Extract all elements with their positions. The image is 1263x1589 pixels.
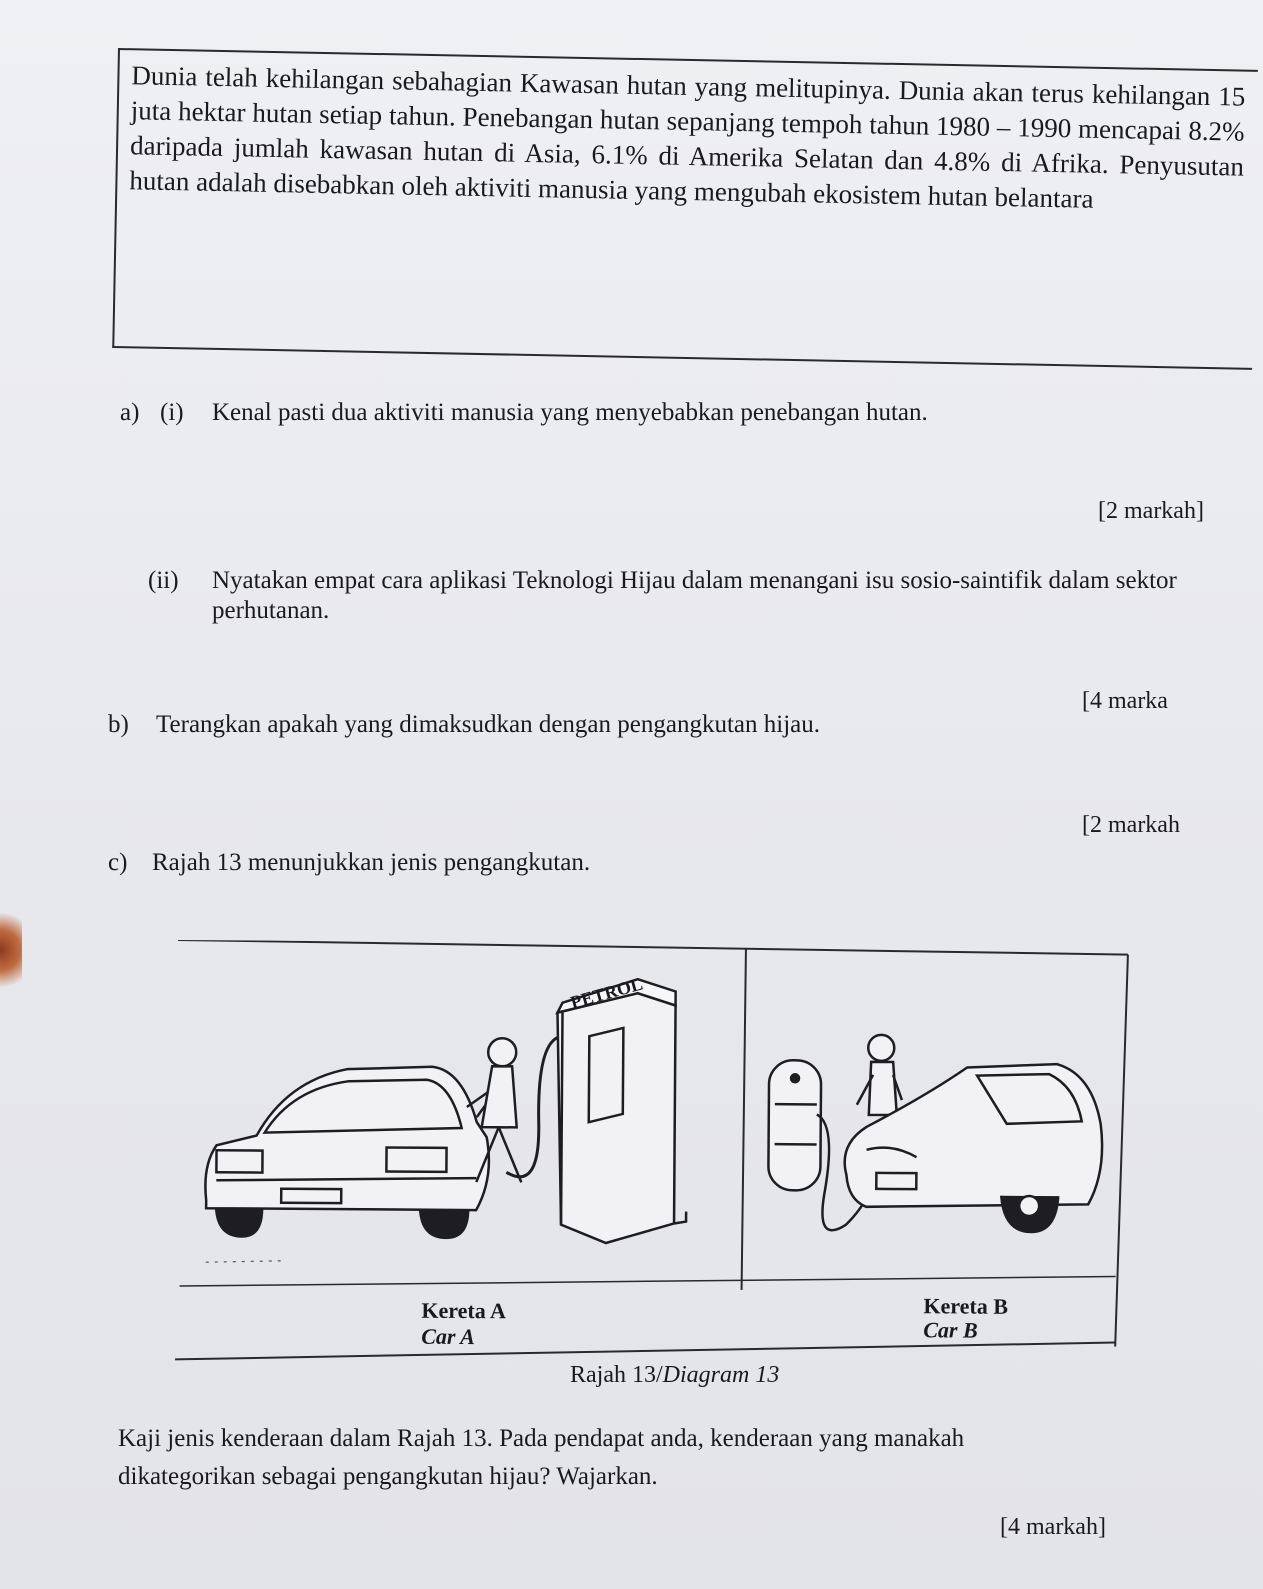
- petrol-pump-illustration: [506, 978, 688, 1243]
- question-a2-label: (ii): [148, 567, 179, 594]
- question-a1-text: Kenal pasti dua aktiviti manusia yang menyebabkan penebangan hutan.: [212, 399, 928, 426]
- attendant-b-figure: [857, 1035, 903, 1115]
- passage-text: Dunia telah kehilangan sebahagian Kawasan hutan yang melitupinya. Dunia akan terus kehilangan 15 juta hektar hutan setiap tahun. Penebangan hutan sepanjang tempoh tahun 1980 – 1990 mencapai 8.2% daripada jumlah kawasan hutan di Asia, 6.1% di Amerika Selatan dan 4.8% di Afrika. Penyusutan hutan adalah disebabkan oleh aktiviti manusia yang mengubah ekosistem hutan belantara: [129, 60, 1246, 214]
- diagram-caption-ms: Rajah 13/: [570, 1362, 663, 1388]
- question-b-marks: [2 markah: [1082, 812, 1180, 838]
- diagram-caption: [570, 1362, 779, 1389]
- question-b-label: b): [108, 711, 129, 738]
- page-edge-shadow: [0, 905, 22, 995]
- car-b-label: Kereta B: [923, 1293, 1009, 1319]
- question-b-text: Terangkan apakah yang dimaksudkan dengan pengangkutan hijau.: [156, 711, 821, 738]
- question-a-label: a): [120, 399, 140, 426]
- question-a2-text: Nyatakan empat cara aplikasi Teknologi Hijau dalam menangani isu sosio-saintifik dalam sektor perhutanan.: [212, 567, 1177, 624]
- question-c-text: Rajah 13 menunjukkan jenis pengangkutan.: [152, 849, 591, 876]
- car-b-label-en: Car B: [923, 1317, 978, 1343]
- car-a-label: Kereta A: [421, 1297, 507, 1324]
- diagram-caption-en: Diagram 13: [662, 1362, 780, 1388]
- petrol-sign: PETROL: [568, 973, 645, 1013]
- question-c-followup: Kaji jenis kenderaan dalam Rajah 13. Pada pendapat anda, kenderaan yang manakah dikategorikan sebagai pengangkutan hijau? Wajarkan.: [118, 1425, 965, 1490]
- question-c-marks: [4 markah]: [1000, 1514, 1106, 1540]
- diagram-13: [175, 940, 1136, 1387]
- passage-box: [112, 48, 1258, 370]
- question-a2-marks: [4 marka: [1082, 688, 1168, 714]
- question-c-label: c): [108, 849, 128, 876]
- car-a-label-en: Car A: [421, 1323, 475, 1350]
- question-a1-label: (i): [160, 399, 184, 426]
- question-a1-marks: [2 markah]: [1098, 498, 1204, 524]
- car-a-illustration: [205, 1065, 490, 1238]
